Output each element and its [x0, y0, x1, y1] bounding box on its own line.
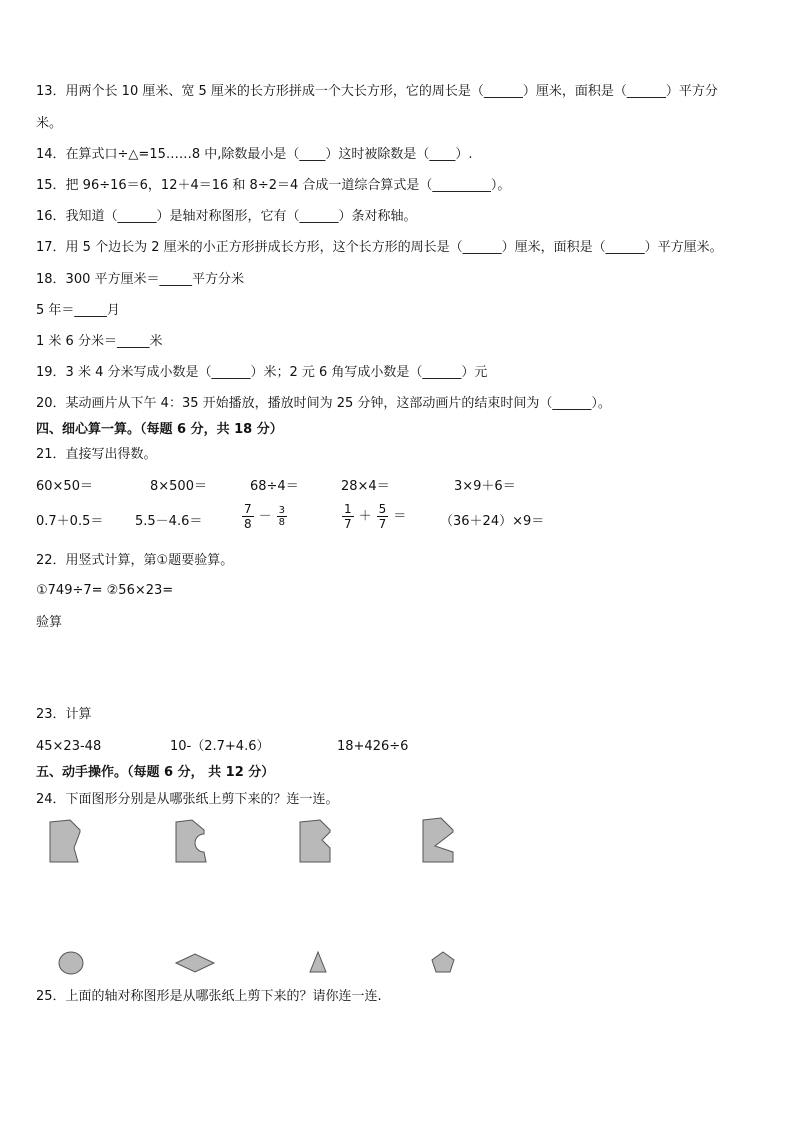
- question-17: 17．用 5 个边长为 2 厘米的小正方形拼成长方形，这个长方形的周长是（______）厘米，面积是（______）平方厘米。: [36, 240, 723, 255]
- cut-shape-1: [48, 818, 84, 864]
- section-4-title: 四、细心算一算。（每题 6 分，共 18 分）: [36, 422, 283, 437]
- question-20: 20．某动画片从下午 4：35 开始播放，播放时间为 25 分钟，这部动画片的结束时间为（______）。: [36, 396, 611, 411]
- circle-paper: [56, 950, 86, 976]
- calc-18plus426div6: 18+426÷6: [337, 739, 409, 754]
- plus-sign: ＋: [358, 509, 372, 524]
- calc-8x500: 8×500＝: [150, 479, 207, 494]
- question-19: 19．3 米 4 分米写成小数是（______）米；2 元 6 角写成小数是（______）元: [36, 365, 488, 380]
- cut-shape-2: [174, 818, 210, 864]
- question-13-line1: 13．用两个长 10 厘米、宽 5 厘米的长方形拼成一个大长方形，它的周长是（______）厘米，面积是（______）平方分: [36, 84, 718, 99]
- triangle-paper: [308, 950, 328, 974]
- question-23: 23．计算: [36, 707, 92, 722]
- question-18-part3: 1 米 6 分米＝_____米: [36, 334, 163, 349]
- calc-10-minus: 10-（2.7+4.6）: [170, 739, 270, 754]
- fraction-expression-2: [342, 502, 411, 531]
- question-14: 14．在算式口÷△=15……8 中,除数最小是（____）这时被除数是（____）.: [36, 147, 473, 162]
- verify-label: 验算: [36, 615, 63, 630]
- denominator: 7: [344, 517, 352, 531]
- numerator: 1: [344, 502, 352, 516]
- fraction-7-8: [242, 502, 254, 531]
- section-5-title: 五、动手操作。（每题 6 分， 共 12 分）: [36, 765, 275, 780]
- calc-45x23-48: 45×23-48: [36, 739, 102, 754]
- question-24: 24．下面图形分别是从哪张纸上剪下来的？连一连。: [36, 792, 339, 807]
- question-18-part2: 5 年＝_____月: [36, 303, 120, 318]
- numerator: 7: [244, 502, 252, 516]
- calc-60x50: 60×50＝: [36, 479, 93, 494]
- calc-36plus24-times9: （36＋24）×9＝: [440, 514, 545, 529]
- question-18-part1: 18．300 平方厘米＝_____平方分米: [36, 272, 244, 287]
- numerator: 5: [378, 502, 387, 516]
- pentagon-paper: [430, 950, 456, 974]
- question-22-items: ①749÷7= ②56×23=: [36, 583, 174, 598]
- question-21: 21．直接写出得数。: [36, 447, 157, 462]
- fraction-expression-1: [242, 502, 287, 531]
- question-15: 15．把 96÷16＝6，12＋4＝16 和 8÷2＝4 合成一道综合算式是（_________）。: [36, 178, 511, 193]
- fraction-5-7: [377, 502, 389, 531]
- fraction-3-8: [277, 505, 287, 528]
- denominator: 7: [378, 517, 387, 531]
- calc-3x9plus6: 3×9＋6＝: [454, 479, 516, 494]
- rhombus-paper: [174, 952, 216, 974]
- question-25: 25．上面的轴对称图形是从哪张纸上剪下来的？请你连一连.: [36, 989, 382, 1004]
- calc-68div4: 68÷4＝: [250, 479, 299, 494]
- numerator: 3: [278, 505, 286, 516]
- cut-shape-4: [421, 816, 457, 864]
- question-13-line2: 米。: [36, 116, 63, 131]
- question-22: 22．用竖式计算，第①题要验算。: [36, 553, 234, 568]
- minus-sign: －: [258, 509, 272, 524]
- cut-shape-3: [298, 818, 334, 864]
- denominator: 8: [278, 517, 286, 528]
- calc-5.5minus4.6: 5.5－4.6＝: [135, 514, 203, 529]
- equals-sign: ＝: [393, 509, 407, 524]
- fraction-1-7: [342, 502, 354, 531]
- question-16: 16．我知道（______）是轴对称图形，它有（______）条对称轴。: [36, 209, 417, 224]
- calc-0.7plus0.5: 0.7＋0.5＝: [36, 514, 104, 529]
- denominator: 8: [244, 517, 252, 531]
- calc-28x4: 28×4＝: [341, 479, 390, 494]
